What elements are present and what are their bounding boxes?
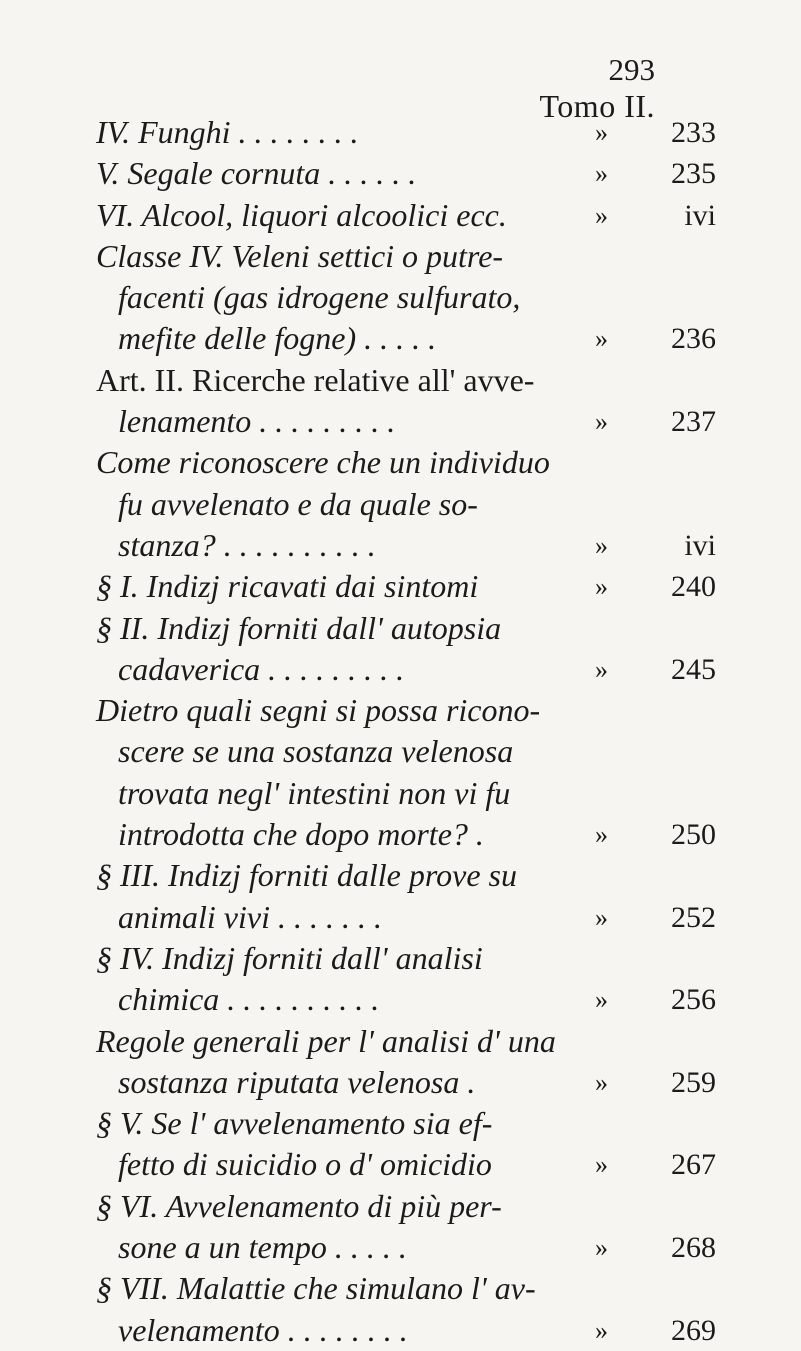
toc-entry bbox=[96, 442, 716, 566]
toc-entry-line bbox=[96, 649, 716, 690]
toc-entry-line bbox=[96, 401, 716, 442]
toc-entry-line bbox=[96, 360, 716, 401]
toc-entry bbox=[96, 938, 716, 1021]
toc-entry bbox=[96, 112, 716, 153]
toc-entry-text: sone a un tempo . . . . . bbox=[118, 1229, 407, 1266]
toc-entry bbox=[96, 608, 716, 691]
toc-entry bbox=[96, 153, 716, 194]
toc-entry-line bbox=[96, 1268, 716, 1309]
ditto-mark: » bbox=[595, 1233, 608, 1263]
toc-entry-line bbox=[96, 731, 716, 772]
toc-entry-line bbox=[96, 897, 716, 938]
toc-entry bbox=[96, 855, 716, 938]
ditto-mark: » bbox=[595, 118, 608, 147]
ditto-mark: » bbox=[595, 530, 608, 560]
toc-entry-line bbox=[96, 814, 716, 855]
toc-entry-text: cadaverica . . . . . . . . . bbox=[118, 650, 405, 687]
toc-entry-line bbox=[96, 1103, 716, 1144]
toc-entry-line bbox=[96, 1062, 716, 1103]
ditto-mark: » bbox=[595, 324, 608, 354]
toc-entry-text: § V. Se l' avvelenamento sia ef- bbox=[96, 1105, 493, 1142]
toc-entry-line bbox=[96, 1227, 716, 1268]
toc-entry-text: scere se una sostanza velenosa bbox=[118, 733, 514, 770]
toc-entry-text: facenti (gas idrogene sulfurato, bbox=[118, 279, 521, 316]
ditto-mark: » bbox=[595, 407, 608, 437]
ditto-mark: » bbox=[595, 654, 608, 684]
toc-page-number: ivi bbox=[684, 528, 716, 562]
toc-entry bbox=[96, 236, 716, 360]
toc-entry-text: trovata negl' intestini non vi fu bbox=[118, 774, 511, 811]
toc-entry bbox=[96, 1268, 716, 1351]
toc-entry-line bbox=[96, 195, 716, 236]
volume-label: Tomo II. bbox=[539, 88, 655, 124]
toc-entry-text: lenamento . . . . . . . . . bbox=[118, 403, 396, 440]
toc-entry-line bbox=[96, 525, 716, 566]
toc-entry-text: Come riconoscere che un individuo bbox=[96, 444, 550, 481]
toc-entry-line bbox=[96, 1021, 716, 1062]
toc-page-number: 240 bbox=[671, 570, 716, 604]
toc-entry-text: Art. II. Ricerche relative all' avve- bbox=[96, 361, 535, 398]
toc-entry-line bbox=[96, 773, 716, 814]
toc-page-number: 235 bbox=[671, 157, 716, 191]
toc-entry-text: introdotta che dopo morte? . bbox=[118, 816, 484, 853]
page-number: 293 bbox=[608, 52, 655, 87]
ditto-mark: » bbox=[595, 1315, 608, 1345]
toc-page-number: 259 bbox=[671, 1065, 716, 1099]
toc-entry-text: § II. Indizj forniti dall' autopsia bbox=[96, 609, 502, 646]
toc-entry-text: IV. Funghi . . . . . . . . bbox=[96, 114, 359, 150]
toc-entry-text: § I. Indizj ricavati dai sintomi bbox=[96, 568, 479, 605]
toc-entry-line bbox=[96, 938, 716, 979]
toc-entry-line bbox=[96, 566, 716, 607]
toc-page-number: 268 bbox=[671, 1231, 716, 1265]
toc-entry-text: Dietro quali segni si possa ricono- bbox=[96, 692, 541, 729]
toc-entry bbox=[96, 566, 716, 607]
toc-entry bbox=[96, 195, 716, 236]
toc-entry-line bbox=[96, 318, 716, 359]
toc-entry-text: mefite delle fogne) . . . . . bbox=[118, 320, 437, 357]
toc-entry-line bbox=[96, 112, 716, 153]
toc-page-number: 237 bbox=[671, 405, 716, 439]
table-of-contents bbox=[96, 112, 716, 1351]
ditto-mark: » bbox=[595, 200, 608, 230]
toc-entry-line bbox=[96, 1186, 716, 1227]
ditto-mark: » bbox=[595, 159, 608, 189]
toc-entry bbox=[96, 690, 716, 855]
toc-page-number: 245 bbox=[671, 652, 716, 686]
toc-page-number: 250 bbox=[671, 818, 716, 852]
ditto-mark: » bbox=[595, 820, 608, 850]
toc-entry bbox=[96, 1103, 716, 1186]
toc-entry-line bbox=[96, 484, 716, 525]
toc-entry-text: velenamento . . . . . . . . bbox=[118, 1311, 408, 1348]
toc-entry-text: animali vivi . . . . . . . bbox=[118, 898, 382, 935]
ditto-mark: » bbox=[595, 985, 608, 1015]
ditto-mark: » bbox=[595, 1067, 608, 1097]
toc-entry-text: VI. Alcool, liquori alcoolici ecc. bbox=[96, 196, 507, 233]
toc-page-number: ivi bbox=[684, 198, 716, 232]
toc-entry-line bbox=[96, 236, 716, 277]
toc-page-number: 256 bbox=[671, 983, 716, 1017]
toc-entry bbox=[96, 1186, 716, 1269]
toc-page-number: 236 bbox=[671, 322, 716, 356]
toc-entry-text: § VII. Malattie che simulano l' av- bbox=[96, 1270, 536, 1307]
toc-entry-text: Regole generali per l' analisi d' una bbox=[96, 1022, 556, 1059]
toc-entry-line bbox=[96, 855, 716, 896]
toc-entry-line bbox=[96, 1144, 716, 1185]
toc-entry-line bbox=[96, 979, 716, 1020]
toc-entry-text: § III. Indizj forniti dalle prove su bbox=[96, 857, 517, 894]
toc-entry-text: sostanza riputata velenosa . bbox=[118, 1063, 476, 1100]
ditto-mark: » bbox=[595, 1150, 608, 1180]
toc-entry-line bbox=[96, 608, 716, 649]
toc-entry-text: V. Segale cornuta . . . . . . bbox=[96, 155, 417, 192]
toc-page-number: 233 bbox=[671, 116, 716, 149]
toc-entry bbox=[96, 360, 716, 443]
ditto-mark: » bbox=[595, 902, 608, 932]
toc-page-number: 267 bbox=[671, 1148, 716, 1182]
toc-entry-line bbox=[96, 153, 716, 194]
toc-entry-line bbox=[96, 1310, 716, 1351]
toc-entry bbox=[96, 1021, 716, 1104]
toc-page-number: 269 bbox=[671, 1313, 716, 1347]
toc-entry-text: § IV. Indizj forniti dall' analisi bbox=[96, 939, 483, 976]
toc-entry-text: Classe IV. Veleni settici o putre- bbox=[96, 237, 504, 274]
toc-entry-text: § VI. Avvelenamento di più per- bbox=[96, 1187, 502, 1224]
toc-entry-text: chimica . . . . . . . . . . bbox=[118, 981, 380, 1018]
toc-entry-line bbox=[96, 690, 716, 731]
ditto-mark: » bbox=[595, 572, 608, 602]
toc-entry-text: fu avvelenato e da quale so- bbox=[118, 485, 478, 522]
toc-page-number: 252 bbox=[671, 900, 716, 934]
toc-entry-line bbox=[96, 442, 716, 483]
toc-entry-text: fetto di suicidio o d' omicidio bbox=[118, 1146, 492, 1183]
toc-entry-line bbox=[96, 277, 716, 318]
toc-entry-text: stanza? . . . . . . . . . . bbox=[118, 526, 376, 563]
